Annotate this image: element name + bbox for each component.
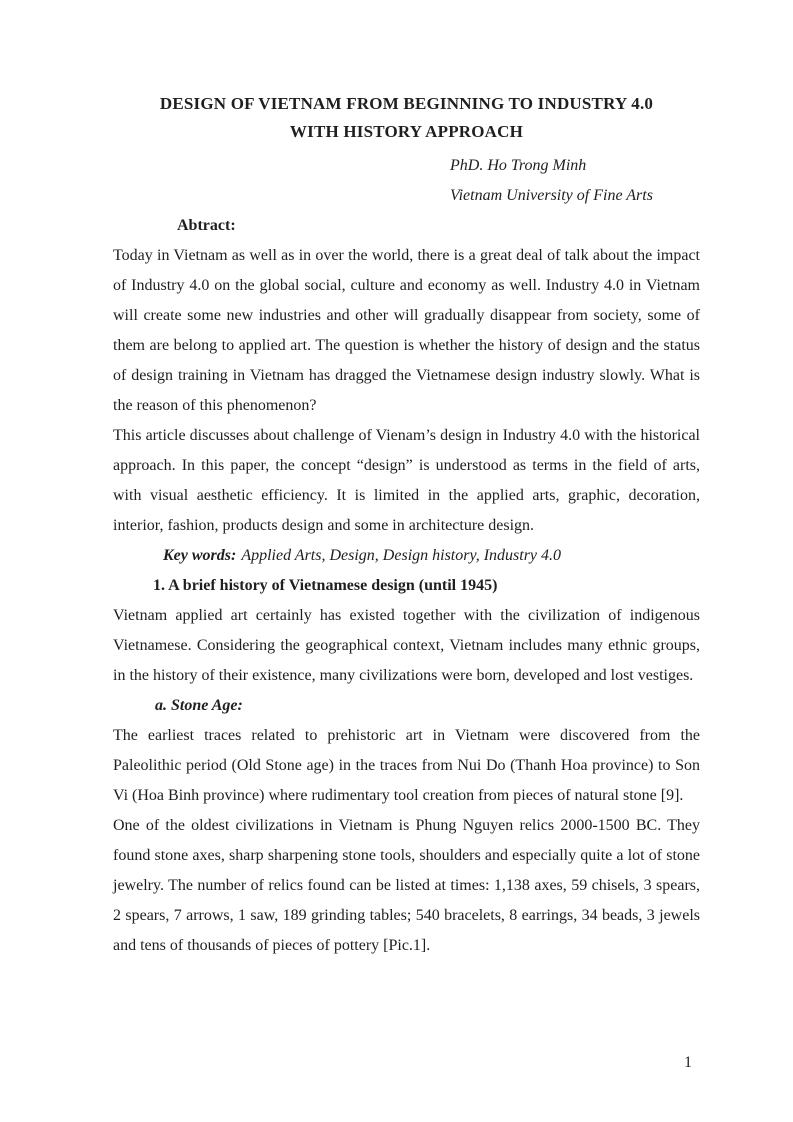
abstract-paragraph-2: This article discusses about challenge of Vienam’s design in Industry 4.0 with the historical approach. In this paper, the concept “design” is understood as terms in the field of arts, with visual aesthetic efficiency. It is limited in the applied arts, graphic, decoration, interior, fashion, products design and some in architecture design.: [113, 427, 700, 534]
section-1-heading: 1. A brief history of Vietnamese design (until 1945): [153, 577, 498, 594]
author-name: PhD. Ho Trong Minh: [450, 157, 587, 174]
section-1-paragraph-1: Vietnam applied art certainly has existed together with the civilization of indigenous Vietnamese. Considering the geographical context, Vietnam includes many ethnic groups, in the history of their existence, many civilizations were born, developed and lost vestiges.: [113, 607, 700, 684]
paper-title: [113, 90, 700, 146]
page-number: 1: [684, 1054, 692, 1071]
author-block: [450, 151, 700, 211]
abstract-paragraph-1: Today in Vietnam as well as in over the world, there is a great deal of talk about the impact of Industry 4.0 on the global social, culture and economy as well. Industry 4.0 in Vietnam will create some new industries and other will gradually disappear from society, some of them are belong to applied art. The question is whether the history of design and the status of design training in Vietnam has dragged the Vietnamese design industry slowly. What is the reason of this phenomenon?: [113, 247, 700, 414]
keywords-text: Applied Arts, Design, Design history, Industry 4.0: [241, 547, 562, 564]
keywords-label: Key words:: [163, 547, 237, 564]
title-line-2: WITH HISTORY APPROACH: [289, 122, 524, 141]
keywords-line: [113, 541, 700, 571]
stone-age-paragraph-2: One of the oldest civilizations in Vietnam is Phung Nguyen relics 2000-1500 BC. They found stone axes, sharp sharpening stone tools, shoulders and especially quite a lot of stone jewelry. The number of relics found can be listed at times: 1,138 axes, 59 chisels, 3 spears, 2 spears, 7 arrows, 1 saw, 189 grinding tables; 540 bracelets, 8 earrings, 34 beads, 3 jewels and tens of thousands of pieces of pottery [Pic.1].: [113, 817, 700, 954]
author-affiliation: Vietnam University of Fine Arts: [450, 187, 653, 204]
subsection-a-heading: a. Stone Age:: [155, 697, 243, 714]
stone-age-paragraph-1: The earliest traces related to prehistoric art in Vietnam were discovered from the Paleolithic period (Old Stone age) in the traces from Nui Do (Thanh Hoa province) to Son Vi (Hoa Binh province) where rudimentary tool creation from pieces of natural stone [9].: [113, 727, 700, 804]
abstract-heading: Abtract:: [177, 217, 236, 234]
title-line-1: DESIGN OF VIETNAM FROM BEGINNING TO INDUSTRY 4.0: [159, 94, 654, 113]
